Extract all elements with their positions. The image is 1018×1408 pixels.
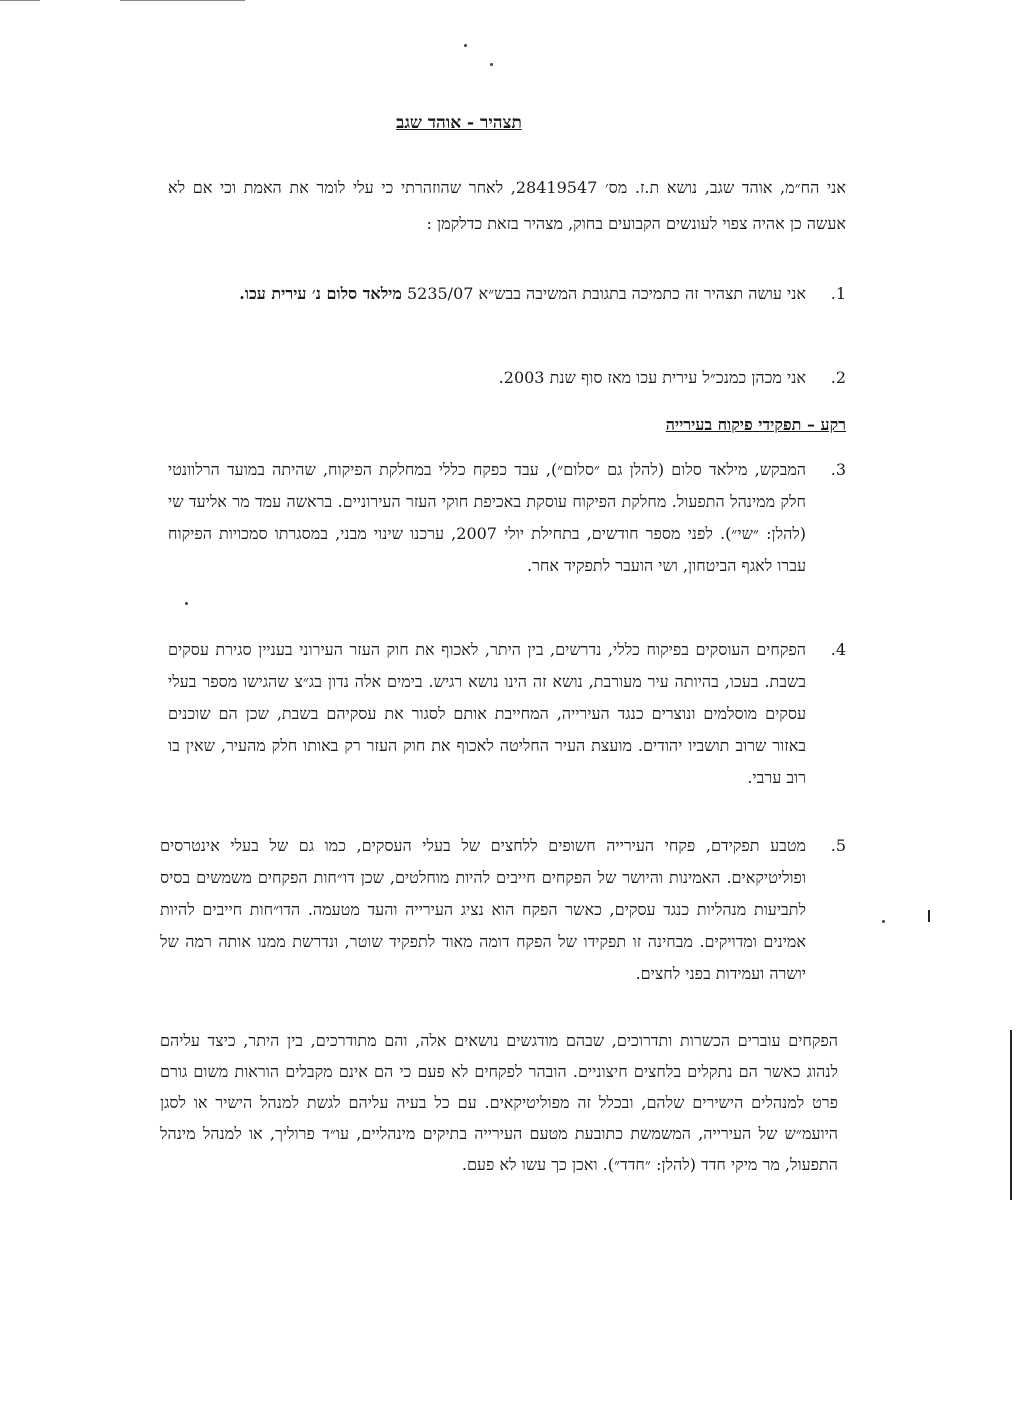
section-heading: רקע – תפקידי פיקוח בעירייה <box>665 415 846 434</box>
numbered-item <box>168 362 846 394</box>
intro-paragraph: אני הח״מ, אוהד שגב, נושא ת.ז. מס׳ 28419547, לאחר שהוזהרתי כי עלי לומר את האמת וכי אם לא אעשה כן אהיה צפוי לעונשים הקבועים בחוק, מצהיר בזאת כדלקמן : <box>168 178 846 233</box>
scan-speck <box>464 44 467 47</box>
item-number: 2. <box>830 368 846 387</box>
paragraph-number: 5. <box>830 836 846 855</box>
numbered-item <box>168 278 846 310</box>
item-number: 1. <box>830 284 846 303</box>
item-text: אני מכהן כמנכ״ל עירית עכו מאז סוף שנת 2003. <box>498 368 806 387</box>
document-title: תצהיר - אוהד שגב <box>396 113 522 133</box>
paragraph-number: 3. <box>830 460 846 479</box>
numbered-paragraph <box>168 634 846 794</box>
numbered-paragraph <box>168 454 846 582</box>
paragraph-text: המבקש, מילאד סלום (להלן גם ״סלום״), עבד כפקח כללי במחלקת הפיקוח, שהיתה במועד הרלוונטי חלק ממינהל התפעול. מחלקת הפיקוח עוסקת באכיפת חוקי העזר העירוניים. בראשה עמד מר אליעד שי (להלן: ״שי״). לפני מספר חודשים, בתחילת יולי 2007, ערכנו שינוי מבני, במסגרתו סמכויות הפיקוח עברו לאגף הביטחון, ושי הועבר לתפקיד אחר. <box>168 460 807 575</box>
paragraph-number: 4. <box>830 640 846 659</box>
margin-mark <box>928 910 930 922</box>
scan-speck <box>490 63 493 66</box>
closing-paragraph: הפקחים עוברים הכשרות ותדרוכים, שבהם מודגשים נושאים אלה, והם מתודרכים, בין היתר, כיצד עליהם לנהוג כאשר הם נתקלים בלחצים חיצוניים. הובהר לפקחים לא פעם כי הם אינם מקבלים הוראות משום גורם פרט למנהלים הישירים שלהם, ובכלל זה מפוליטיקאים. עם כל בעיה עליהם לגשת למנהל הישיר או לסגן היועמ״ש של העירייה, המשמשת כתובעת מטעם העירייה בתיקים מינהליים, עו״ד פרוליך, או למנהל מינהל התפעול, מר מיקי חדד (להלן: ״חדד״). ואכן כך עשו לא פעם. <box>160 1031 838 1174</box>
numbered-paragraph <box>160 830 846 990</box>
paragraph-text: הפקחים העוסקים בפיקוח כללי, נדרשים, בין היתר, לאכוף את חוק העזר העירוני בעניין סגירת עסקים בשבת. בעכו, בהיותה עיר מעורבת, נושא זה הינו נושא רגיש. בימים אלה נדון בג״צ שהגישו מספר בעלי עסקים מוסלמים ונוצרים כנגד העירייה, המחייבת אותם לסגור את עסקיהם בשבת, שכן הם שוכנים באזור שרוב תושביו יהודים. מועצת העיר החליטה לאכוף את חוק העזר רק באותו חלק מהעיר, שאין בו רוב ערבי. <box>168 640 806 787</box>
scan-speck <box>882 920 885 923</box>
scan-edge-line <box>0 0 40 1</box>
case-name: מילאד סלום נ׳ עירית עכו. <box>239 284 402 303</box>
item-body: אני עושה תצהיר זה כתמיכה בתגובת המשיבה בבש״א 5235/07 <box>406 284 806 303</box>
scan-speck <box>185 602 188 605</box>
scan-edge-line <box>120 0 245 1</box>
margin-mark <box>1010 1030 1012 1200</box>
paragraph-text: מטבע תפקידם, פקחי העירייה חשופים ללחצים של בעלי העסקים, כמו גם של בעלי אינטרסים ופוליטיקאים. האמינות והיושר של הפקחים חייבים להיות מוחלטים, שכן דו״חות הפקחים משמשים בסיס לתביעות מנהליות כנגד עסקים, כאשר הפקח הוא נציג העירייה והעד מטעמה. הדו״חות חייבים להיות אמינים ומדויקים. מבחינה זו תפקידו של הפקח דומה מאוד לתפקיד שוטר, ונדרשת ממנו אותה רמה של יושרה ועמידות בפני לחצים. <box>160 836 806 983</box>
item-text <box>168 278 806 310</box>
